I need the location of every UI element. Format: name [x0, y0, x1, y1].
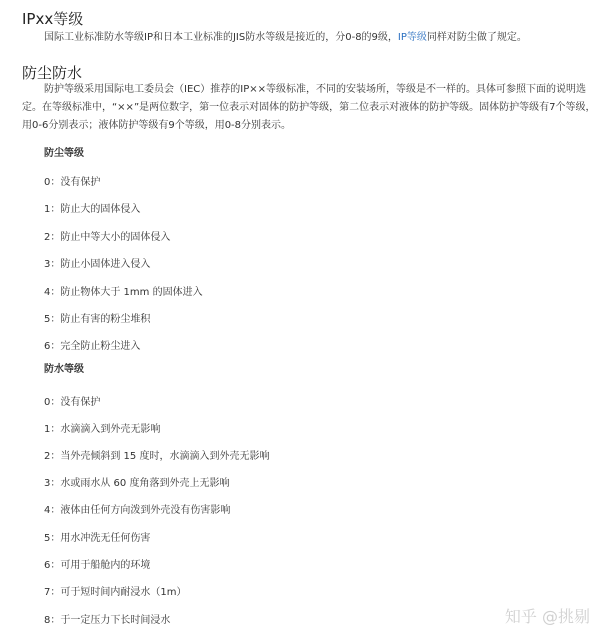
- water-level-item: 0：没有保护: [44, 397, 101, 408]
- paragraph-line: 定。在等级标准中，“××”是两位数字，第一位表示对固体的防护等级，第二位表示对液体的防护等级。固体防护等级有7个等级，: [22, 102, 596, 113]
- dust-level-item: 6：完全防止粉尘进入: [44, 341, 141, 352]
- ip-grade-link[interactable]: IP等级: [397, 32, 427, 43]
- dust-level-item: 0：没有保护: [44, 177, 101, 188]
- paragraph-line: 防护等级采用国际电工委员会（IEC）推荐的IP××等级标准，不同的安装场所，等级是不一样的。具体可参照下面的说明选: [44, 84, 586, 95]
- dust-level-item: 1：防止大的固体侵入: [44, 204, 141, 215]
- paragraph-text-tail: 同样对防尘做了规定。: [426, 32, 527, 43]
- paragraph-text: 国际工业标准防水等级IP和日本工业标准的JIS防水等级是接近的，分0-8的9级，: [44, 32, 398, 43]
- section-ipxx-paragraph: [44, 28, 527, 48]
- water-level-item: 2：当外壳倾斜到 15 度时，水滴滴入到外壳无影响: [44, 451, 270, 462]
- dust-level-item: 3：防止小固体进入侵入: [44, 259, 151, 270]
- dust-level-item: 5：防止有害的粉尘堆积: [44, 314, 151, 325]
- water-level-heading: 防水等级: [44, 364, 84, 375]
- section-title-ipxx: IPxx等级: [22, 10, 84, 28]
- water-level-item: 7：可于短时间内耐浸水（1m）: [44, 587, 187, 598]
- water-level-item: 5：用水冲洗无任何伤害: [44, 533, 151, 544]
- water-level-item: 6：可用于船舱内的环境: [44, 560, 151, 571]
- section-title-dust-water: 防尘防水: [22, 64, 83, 82]
- water-level-item: 4：液体由任何方向泼到外壳没有伤害影响: [44, 505, 231, 516]
- water-level-item: 1：水滴滴入到外壳无影响: [44, 424, 161, 435]
- water-level-item: 8：于一定压力下长时间浸水: [44, 615, 171, 626]
- dust-level-item: 4：防止物体大于 1mm 的固体进入: [44, 287, 203, 298]
- dust-level-item: 2：防止中等大小的固体侵入: [44, 232, 171, 243]
- water-level-item: 3：水或雨水从 60 度角落到外壳上无影响: [44, 478, 230, 489]
- dust-level-heading: 防尘等级: [44, 148, 84, 159]
- paragraph-line: 用0-6分别表示；液体防护等级有9个等级，用0-8分别表示。: [22, 120, 292, 131]
- zhihu-watermark: 知乎 @挑剔: [504, 607, 590, 626]
